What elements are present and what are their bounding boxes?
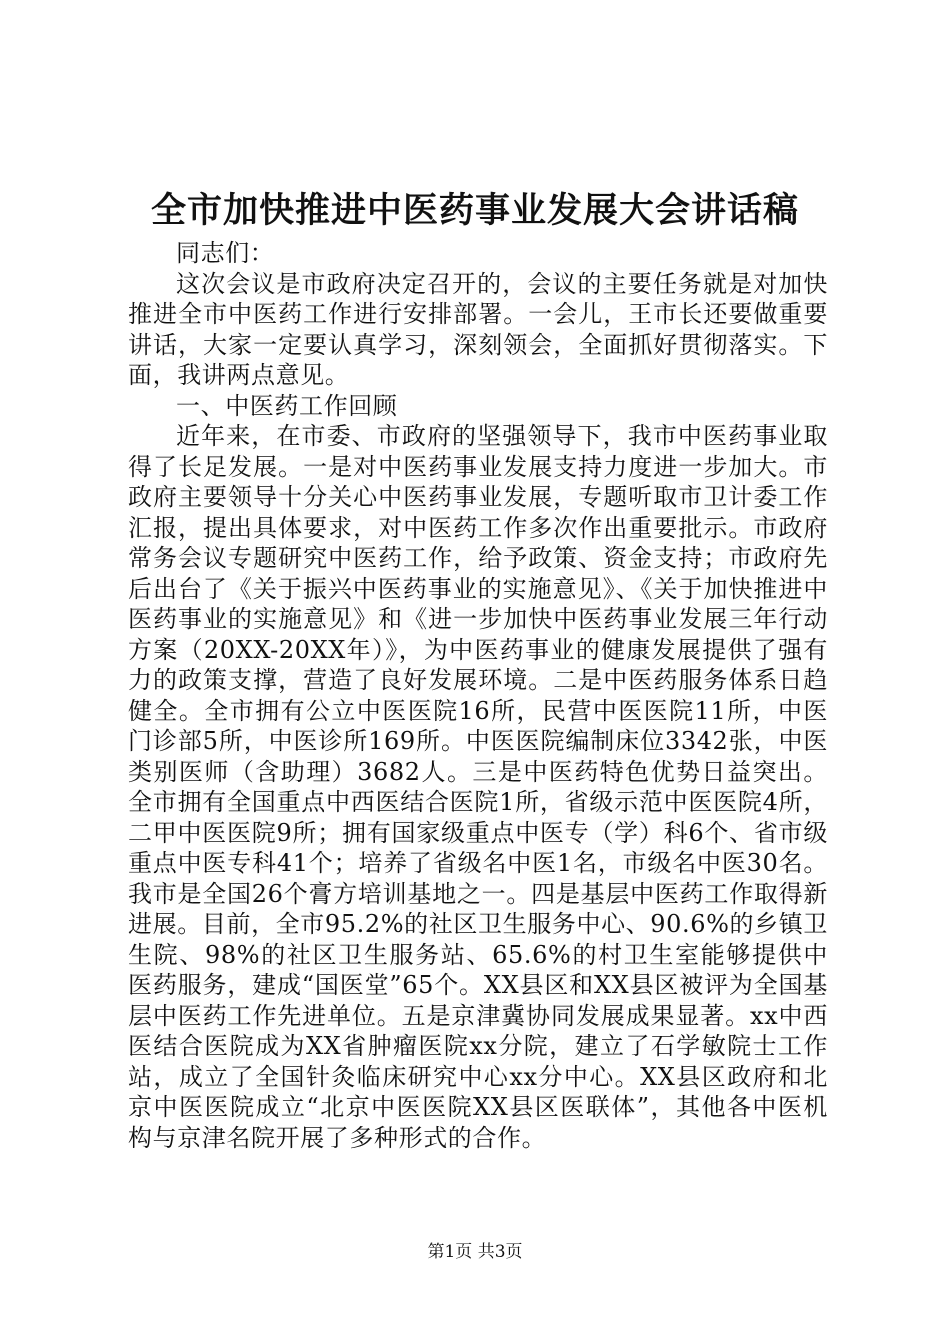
document-body (128, 238, 828, 1153)
salutation-paragraph: 同志们： (176, 239, 275, 267)
section-heading: 一、中医药工作回顾 (176, 391, 398, 420)
intro-paragraph: 这次会议是市政府决定召开的，会议的主要任务就是对加快推进全市中医药工作进行安排部署。一会儿，王市长还要做重要讲话，大家一定要认真学习，深刻领会，全面抓好贯彻落实。下面，我讲两点意见。 (128, 269, 828, 389)
review-paragraph: 近年来，在市委、市政府的坚强领导下，我市中医药事业取得了长足发展。一是对中医药事业发展支持力度进一步加大。市政府主要领导十分关心中医药事业发展，专题听取市卫计委工作汇报，提出具体要求，对中医药工作多次作出重要批示。市政府常务会议专题研究中医药工作，给予政策、资金支持；市政府先后出台了《关于振兴中医药事业的实施意见》、《关于加快推进中医药事业的实施意见》和《进一步加快中医药事业发展三年行动方案（20XX-20XX年）》，为中医药事业的健康发展提供了强有力的政策支撑，营造了良好发展环境。二是中医药服务体系日趋健全。全市拥有公立中医医院16所，民营中医医院11所，中医门诊部5所，中医诊所169所。中医医院编制床位3342张，中医类别医师（含助理）3682人。三是中医药特色优势日益突出。全市拥有全国重点中西医结合医院1所，省级示范中医医院4所，二甲中医医院9所；拥有国家级重点中医专（学）科6个、省市级重点中医专科41个；培养了省级名中医1名，市级名中医30名。我市是全国26个膏方培训基地之一。四是基层中医药工作取得新进展。目前，全市95.2%的社区卫生服务中心、90.6%的乡镇卫生院、98%的社区卫生服务站、65.6%的村卫生室能够提供中医药服务，建成“国医堂”65个。XX县区和XX县区被评为全国基层中医药工作先进单位。五是京津冀协同发展成果显著。xx中西医结合医院成为XX省肿瘤医院xx分院，建立了石学敏院士工作站，成立了全国针灸临床研究中心xx分中心。XX县区政府和北京中医医院成立“北京中医医院XX县区医联体”，其他各中医机构与京津名院开展了多种形式的合作。 (128, 422, 828, 1152)
page-number-footer: 第1页 共3页 (427, 1242, 523, 1262)
document-title: 全市加快推进中医药事业发展大会讲话稿 (150, 190, 799, 231)
